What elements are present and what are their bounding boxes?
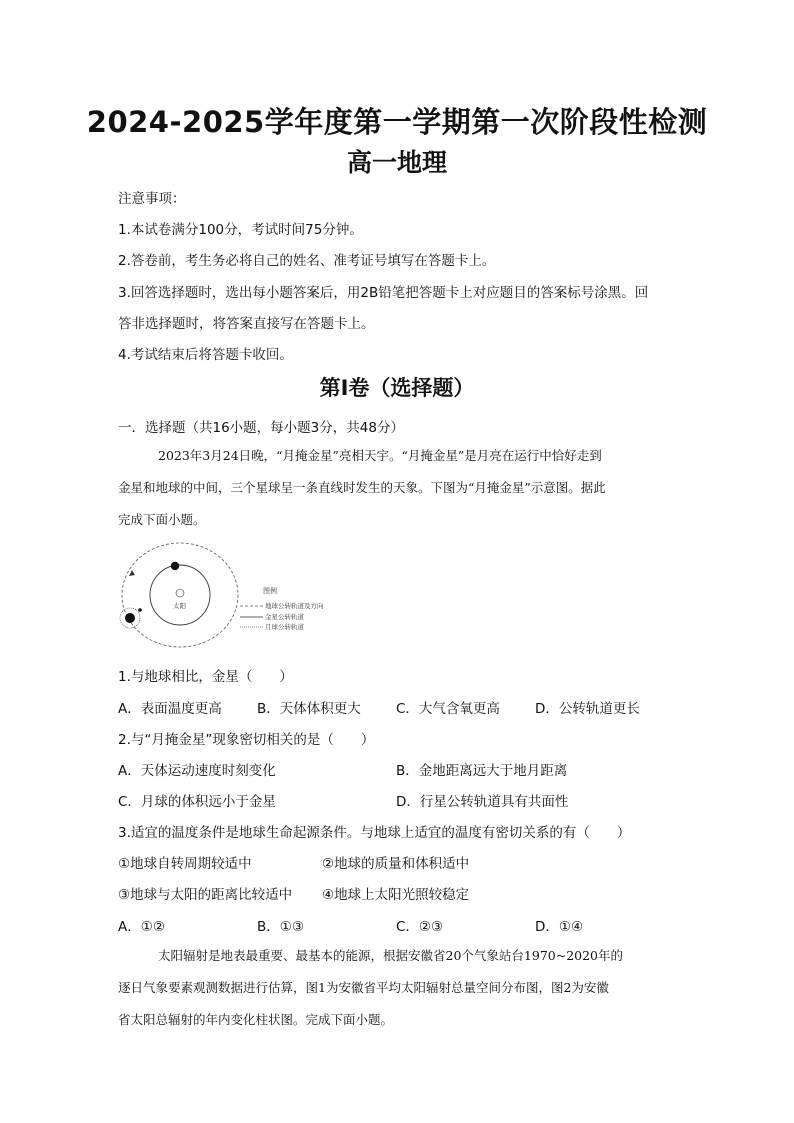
notes-heading: 注意事项： (118, 191, 186, 207)
legend-moon: 月球公转轨道 (265, 623, 304, 631)
question-3-stem: 3.适宜的温度条件是地球生命起源条件。与地球上适宜的温度有密切关系的有（ ） (118, 825, 631, 841)
q3-option-d: D．①④ (535, 919, 584, 935)
earth-marker (125, 613, 135, 623)
passage-line: 2023年3月24日晚，“月掩金星”亮相天宇。“月掩金星”是月亮在运行中恰好走到 (158, 448, 602, 463)
note-item: 2.答卷前，考生务必将自己的姓名、准考证号填写在答题卡上。 (118, 253, 496, 269)
q3-choice-1: ①地球自转周期较适中 (118, 856, 252, 872)
passage-line: 省太阳总辐射的年内变化柱状图。完成下面小题。 (118, 1012, 394, 1027)
subject-title: 高一地理 (346, 148, 447, 177)
earth-orbit (122, 543, 238, 647)
legend-title: 图例 (263, 587, 277, 595)
venus-occultation-diagram (118, 540, 378, 650)
q2-option-a: A．天体运动速度时刻变化 (118, 763, 276, 779)
legend-earth: 地球公转轨道及方向 (265, 602, 324, 610)
legend-venus: 金星公转轨道 (265, 613, 304, 621)
orbit-direction-arrow-icon (129, 570, 135, 576)
sun-icon (176, 589, 184, 597)
q1-option-d: D．公转轨道更长 (535, 701, 640, 717)
sun-label: 太阳 (173, 602, 186, 610)
q2-option-c: C．月球的体积远小于金星 (118, 794, 276, 810)
moon-marker (138, 608, 142, 612)
question-1-stem: 1.与地球相比，金星（ ） (118, 669, 293, 685)
note-item: 答非选择题时，将答案直接写在答题卡上。 (118, 316, 375, 332)
q3-option-a: A．①② (118, 919, 165, 935)
passage-line: 太阳辐射是地表最重要、最基本的能源，根据安徽省20个气象站台1970~2020年的 (158, 948, 624, 963)
exam-title: 2024-2025学年度第一学期第一次阶段性检测 (86, 105, 708, 139)
note-item: 4.考试结束后将答题卡收回。 (118, 347, 293, 363)
q3-option-b: B．①③ (257, 919, 304, 935)
passage-line: 完成下面小题。 (118, 512, 206, 527)
q3-choice-4: ④地球上太阳光照较稳定 (322, 887, 470, 903)
note-item: 1.本试卷满分100分，考试时间75分钟。 (118, 222, 363, 238)
question-2-stem: 2.与“月掩金星”现象密切相关的是（ ） (118, 732, 375, 748)
section-title: 第Ⅰ卷（选择题） (319, 376, 475, 400)
q3-choice-3: ③地球与太阳的距离比较适中 (118, 887, 293, 903)
note-item: 3.回答选择题时，选出每小题答案后，用2B铅笔把答题卡上对应题目的答案标号涂黑。回 (118, 285, 649, 301)
section-subtitle: 一．选择题（共16小题，每小题3分，共48分） (118, 420, 404, 436)
passage-line: 金星和地球的中间，三个星球呈一条直线时发生的天象。下图为“月掩金星”示意图。据此 (118, 480, 606, 495)
q2-option-b: B．金地距离远大于地月距离 (396, 763, 568, 779)
q3-choice-2: ②地球的质量和体积适中 (322, 856, 470, 872)
q1-option-a: A．表面温度更高 (118, 701, 222, 717)
venus-orbit (150, 565, 210, 625)
passage-line: 逐日气象要素观测数据进行估算，图1为安徽省平均太阳辐射总量空间分布图，图2为安徽 (118, 980, 609, 995)
q2-option-d: D．行星公转轨道具有共面性 (396, 794, 569, 810)
venus-marker (171, 562, 179, 570)
q1-option-b: B．天体体积更大 (257, 701, 361, 717)
q3-option-c: C．②③ (396, 919, 444, 935)
q1-option-c: C．大气含氧更高 (396, 701, 500, 717)
